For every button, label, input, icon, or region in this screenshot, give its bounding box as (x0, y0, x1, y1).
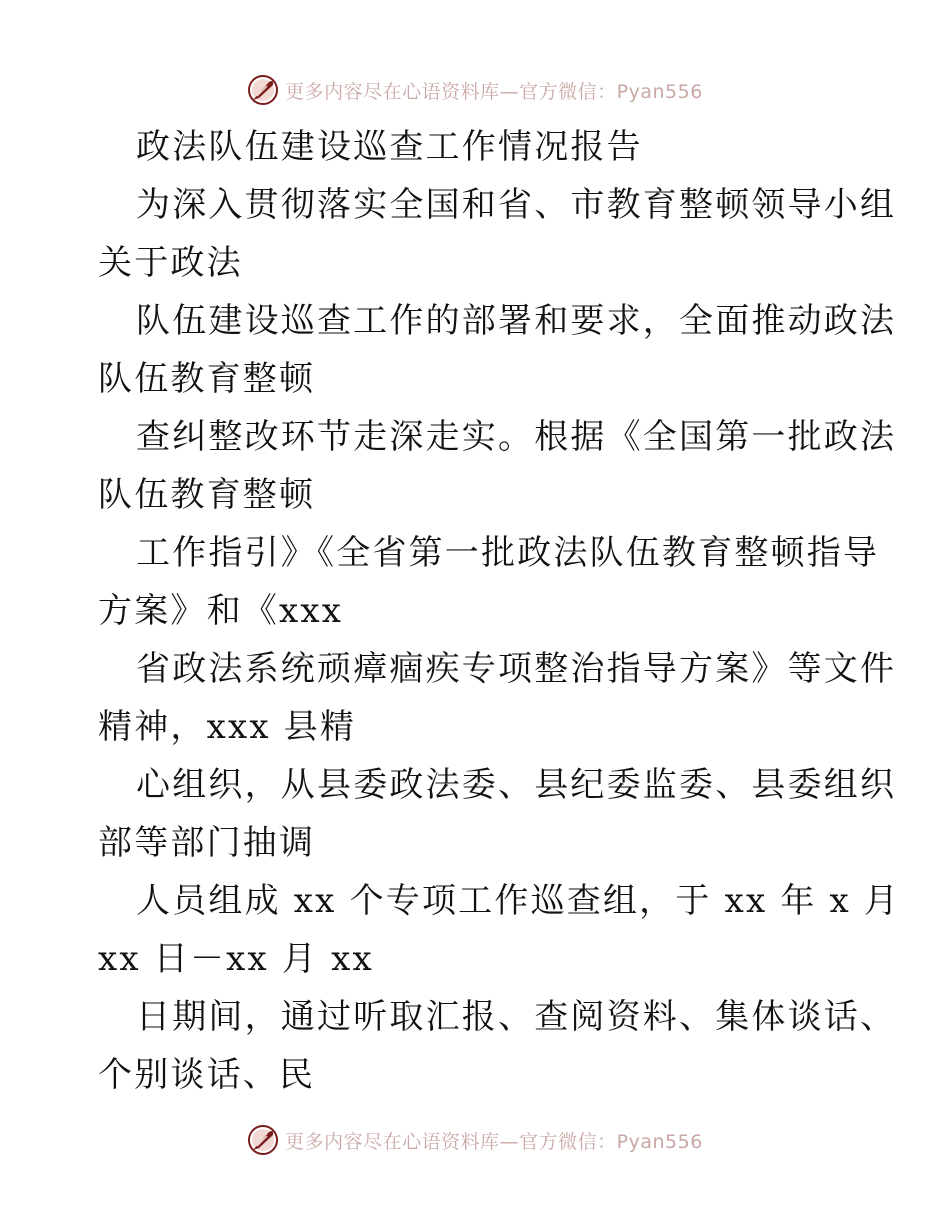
paragraph-line: 心组织，从县委政法委、县纪委监委、县委组织 (136, 765, 897, 805)
document-body (98, 118, 901, 1104)
quill-pen-logo-icon (247, 1124, 279, 1156)
paragraph-line: 工作指引》《全省第一批政法队伍教育整顿指导 (136, 533, 880, 573)
paragraph-line: 方案》和《xxx (98, 591, 344, 631)
paragraph-line: 查纠整改环节走深走实。根据《全国第一批政法 (136, 417, 897, 457)
paragraph-line: 日期间，通过听取汇报、查阅资料、集体谈话、 (136, 997, 897, 1037)
paragraph-line: 队伍建设巡查工作的部署和要求，全面推动政法 (136, 301, 897, 341)
paragraph-line: xx 日－xx 月 xx (98, 939, 374, 979)
paragraph-line: 为深入贯彻落实全国和省、市教育整顿领导小组 (136, 185, 897, 225)
footer-banner (0, 1120, 950, 1160)
header-banner (0, 70, 950, 110)
paragraph-line: 部等部门抽调 (98, 823, 316, 863)
paragraph-line: 个别谈话、民 (98, 1055, 316, 1095)
header-banner-text: 更多内容尽在心语资料库—官方微信：Pyan556 (285, 80, 703, 103)
footer-banner-text: 更多内容尽在心语资料库—官方微信：Pyan556 (285, 1130, 703, 1153)
quill-pen-logo-icon (247, 74, 279, 106)
document-title: 政法队伍建设巡查工作情况报告 (136, 127, 643, 167)
paragraph-line: 队伍教育整顿 (98, 475, 316, 515)
paragraph-line: 关于政法 (98, 243, 243, 283)
paragraph-line: 省政法系统顽瘴痼疾专项整治指导方案》等文件 (136, 649, 897, 689)
paragraph-line: 队伍教育整顿 (98, 359, 316, 399)
paragraph-line: 人员组成 xx 个专项工作巡查组，于 xx 年 x 月 (136, 881, 901, 921)
paragraph-line: 精神，xxx 县精 (98, 707, 357, 747)
